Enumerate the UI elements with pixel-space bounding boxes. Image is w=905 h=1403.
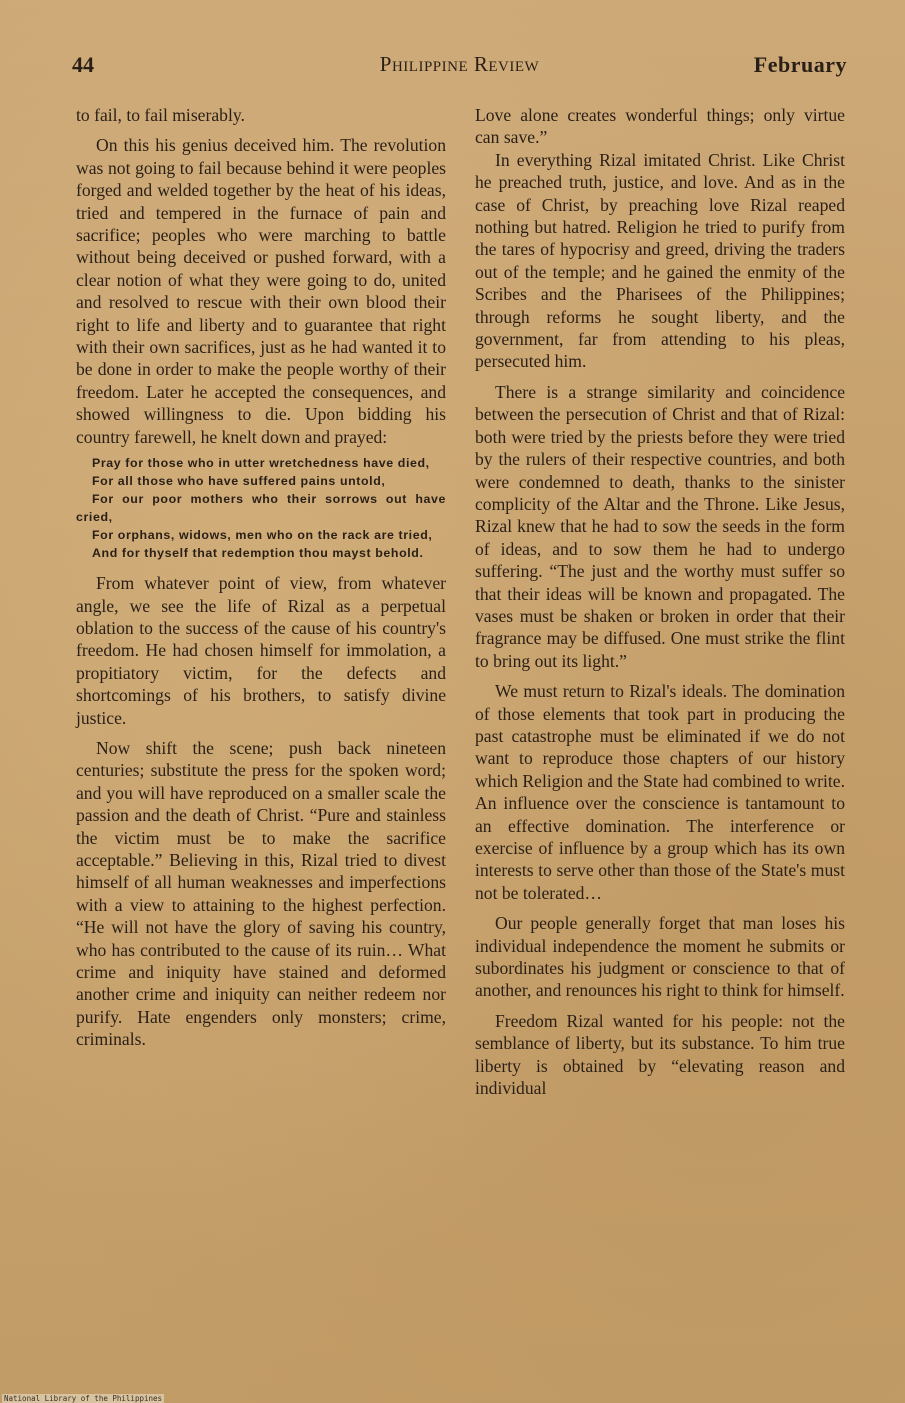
paragraph: There is a strange similarity and coincidence between the persecution of Christ and that of Rizal: both were tried by the priests before they were tried by the rulers of their respective countries, and both were condemned to death, thanks to the sinister complicity of the Altar and the Throne. Like Jesus, Rizal knew that he had to sow the seeds in the form of ideas, and to sow them he had to undergo suffering. “The just and the worthy must suffer so that their ideas will be known and propagated. The vases must be shaken or broken in order that their fragrance may be diffused. One must strike the flint to bring out its light.”: [475, 381, 845, 671]
paragraph: Love alone creates wonderful things; only virtue can save.”: [475, 105, 845, 148]
paragraph: In everything Rizal imitated Christ. Like Christ he preached truth, justice, and love. And as in the case of Christ, by preaching love Rizal reaped nothing but hatred. Religion he tried to purify from the tares of hypocrisy and greed, driving the traders out of the temple; and he gained the enmity of the Scribes and the Pharisees of the Philippines; through reforms he sought liberty, and the government, far from attending to his pleas, persecuted him.: [475, 149, 845, 372]
farewell-prayer-verse: [76, 454, 446, 562]
left-column: [76, 104, 446, 1051]
issue-month: February: [753, 52, 847, 77]
verse-line: Pray for those who in utter wretchedness have died,: [92, 456, 430, 471]
paragraph: From whatever point of view, from whatever angle, we see the life of Rizal as a perpetual oblation to the success of the cause of his country's freedom. He had chosen himself for immolation, a propitiatory victim, for the defects and shortcomings of his brothers, to satisfy divine justice.: [76, 573, 446, 728]
paragraph: Freedom Rizal wanted for his people: not the semblance of liberty, but its substance. To him true liberty is obtained by “elevating reason and individual: [475, 1010, 845, 1099]
paragraph: We must return to Rizal's ideals. The domination of those elements that took part in producing the past catastrophe must be eliminated if we do not want to reproduce those chapters of our history which Religion and the State had combined to write. An influence over the conscience is tantamount to an effective domination. The interference or exercise of influence by a group which has its own interests to serve other than those of the State's must not be tolerated…: [475, 681, 845, 903]
paragraph: Our people generally forget that man loses his individual independence the moment he submits or subordinates his judgment or conscience to that of another, and renounces his right to think for himself.: [475, 913, 845, 1001]
verse-line: For orphans, widows, men who on the rack are tried,: [92, 528, 433, 543]
running-title: Philippine Review: [379, 52, 540, 76]
verse-line: For all those who have suffered pains untold,: [92, 474, 386, 489]
right-column: [475, 104, 845, 1099]
page-number: 44: [72, 52, 94, 77]
verse-line: And for thyself that redemption thou mayst behold.: [92, 546, 424, 561]
paragraph: On this his genius deceived him. The revolution was not going to fail because behind it were peoples forged and welded together by the heat of his ideas, tried and tempered in the furnace of pain and sacrifice; peoples who were marching to battle without being deceived or pushed forward, with a clear notion of what they were going to do, united and resolved to rescue with their own blood their right to life and liberty and to guarantee that right with their own sacrifices, just as he had wanted it to be done in order to make the people worthy of their freedom. Later he accepted the consequences, and showed willingness to die. Upon bidding his country farewell, he knelt down and prayed:: [76, 135, 446, 447]
paragraph: to fail, to fail miserably.: [76, 105, 245, 125]
library-credit: National Library of the Philippines: [4, 1394, 163, 1403]
verse-line: For our poor mothers who their sorrows out have cried,: [76, 492, 446, 525]
page-header: [72, 50, 847, 84]
paragraph: Now shift the scene; push back nineteen centuries; substitute the press for the spoken word; and you will have reproduced on a smaller scale the passion and the death of Christ. “Pure and stainless the victim must be to make the sacrifice acceptable.” Believing in this, Rizal tried to divest himself of all human weaknesses and imperfections with a view to attaining to the highest perfection. “He will not have the glory of saving his country, who has contributed to the cause of its ruin… What crime and iniquity have stained and deformed another crime and iniquity can neither redeem nor purify. Hate engenders only monsters; crime, criminals.: [76, 737, 446, 1050]
